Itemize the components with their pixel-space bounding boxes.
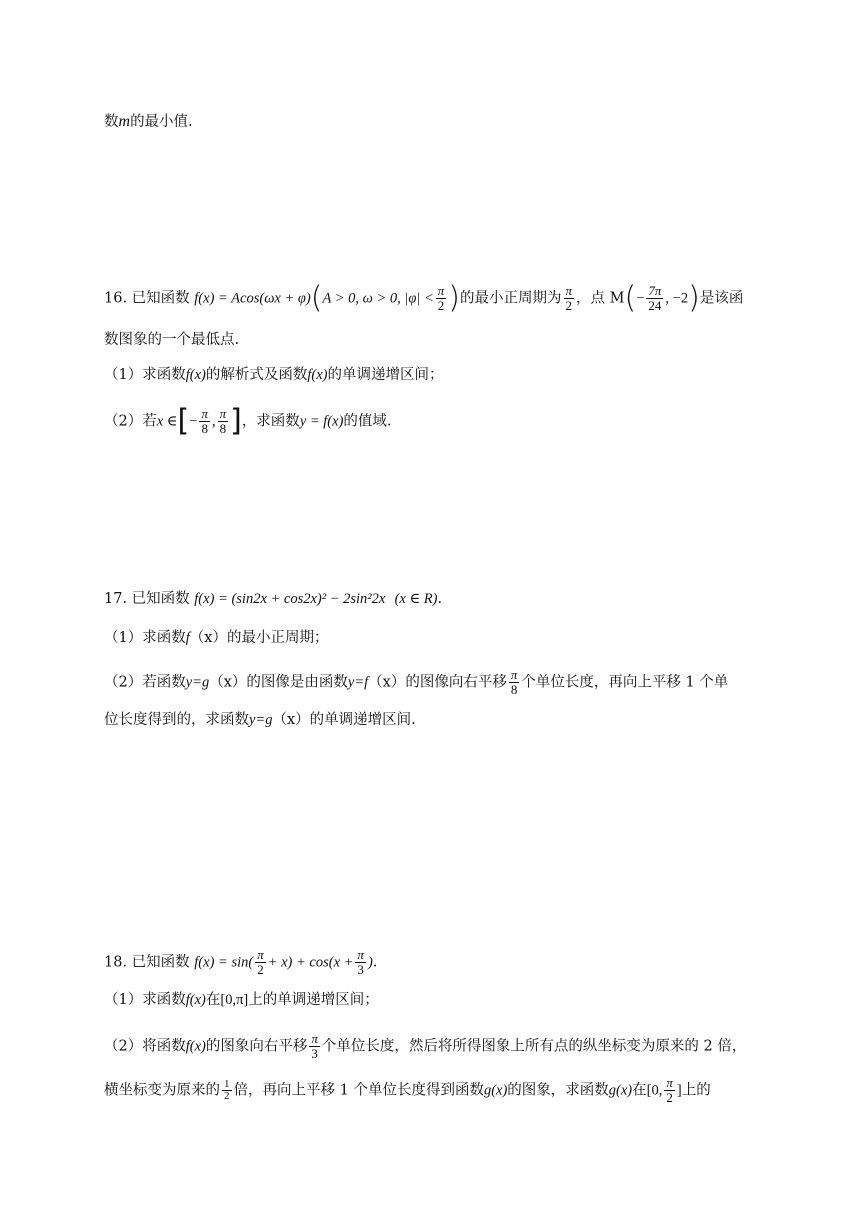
q17-part1 <box>104 628 328 648</box>
text: 位长度得到的，求函数 <box>104 712 249 728</box>
q18-part2 <box>104 1032 746 1061</box>
text: 在 <box>205 992 221 1008</box>
text: 是该函 <box>699 290 744 307</box>
numerator: 1 <box>224 1078 230 1090</box>
numerator: π <box>219 406 227 421</box>
denominator: 8 <box>201 421 208 436</box>
question-number: 16. <box>104 290 128 307</box>
text: 已知函数 <box>131 591 190 607</box>
text: 的单调递增区间； <box>327 367 444 383</box>
formula: x ∈ <box>156 413 178 430</box>
text: （1）求函数 <box>104 367 186 383</box>
formula: y = f(x) <box>299 413 344 430</box>
formula: f(x) = (sin2x + cos2x)² − 2sin²2x <box>194 591 386 607</box>
text: 已知函数 <box>131 954 190 971</box>
formula: g(x) <box>608 1082 633 1099</box>
text: （2）将函数 <box>104 1038 186 1055</box>
text: 的图象向右平移 <box>205 1038 308 1055</box>
formula: (x ∈ R) <box>394 591 438 607</box>
q18-part1 <box>104 990 379 1010</box>
text: 个单位长度，再向上平移 1 个单 <box>521 674 729 691</box>
denominator: 8 <box>510 682 518 697</box>
denominator: 2 <box>224 1090 230 1102</box>
fraction <box>255 948 266 977</box>
denominator: 3 <box>311 1046 318 1061</box>
q17-line3 <box>104 710 416 730</box>
q16-line2 <box>104 330 239 350</box>
q16-line1: 16. 已知函数 f(x) = Acos(ωx + φ)(A > 0, ω > 0, |φ| < $\frac{\pi}{2}$ )的最小正周期为 $\frac{\pi}{2}$ ，点 M(− $\frac{7\pi}{24}$ , −2)是该函 <box>104 280 744 316</box>
numerator: π <box>437 283 445 298</box>
fraction <box>436 284 447 313</box>
text: （2）若函数 <box>104 674 186 691</box>
numerator: π <box>666 1075 673 1090</box>
q18-line3 <box>104 1076 711 1105</box>
q17-line1 <box>104 589 442 609</box>
fraction <box>646 284 663 313</box>
fraction <box>199 407 210 436</box>
q16-part2: （2）若x ∈[− $\frac{\pi}{8}$ , $\frac{\pi}{8}$ ]，求函数y = f(x)的值域. <box>104 403 392 439</box>
text: 的图象，求函数 <box>507 1082 609 1099</box>
numerator: π <box>257 947 264 962</box>
fraction <box>218 407 229 436</box>
numerator: 7π <box>648 283 662 298</box>
text-line <box>104 112 193 132</box>
denominator: 2 <box>257 962 264 977</box>
formula: f(x) = sin( <box>194 954 254 971</box>
numerator: π <box>311 1031 318 1046</box>
text: 的最小正周期为 <box>460 290 562 307</box>
formula: f(x) <box>185 1038 206 1055</box>
text: 已知函数 <box>131 290 190 307</box>
formula: y=g <box>249 712 273 728</box>
text: 的最小值. <box>130 114 193 130</box>
denominator: 3 <box>357 962 364 977</box>
text: （1）求函数 <box>104 992 186 1008</box>
text: 横坐标变为原来的 <box>104 1082 220 1099</box>
denominator: 8 <box>219 421 227 436</box>
fraction <box>309 1032 320 1061</box>
denominator: 2 <box>437 298 445 313</box>
formula: f(x) <box>185 992 206 1008</box>
text: . <box>437 591 443 607</box>
variable: m <box>118 113 131 130</box>
text: 数图象的一个最低点. <box>104 332 240 348</box>
fraction <box>355 948 366 977</box>
fraction <box>564 284 575 313</box>
text: ，求函数 <box>241 413 300 430</box>
formula: f(x) <box>185 367 206 383</box>
text: （2）若 <box>104 413 157 430</box>
text: 的解析式及函数 <box>205 367 308 383</box>
denominator: 2 <box>565 298 573 313</box>
formula: g(x) <box>483 1082 508 1099</box>
formula: [0,π] <box>220 992 249 1008</box>
text: 上的单调递增区间； <box>248 992 379 1008</box>
text: 倍，再向上平移 1 个单位长度得到函数 <box>233 1082 484 1099</box>
paren-right: ) <box>448 280 461 316</box>
formula: ) <box>367 954 373 971</box>
formula: f <box>185 630 190 646</box>
text: ，点 M <box>576 290 625 307</box>
text: 在 <box>632 1082 647 1099</box>
formula: , −2 <box>665 290 689 307</box>
question-number: 17. <box>104 591 128 607</box>
question-number: 18. <box>104 954 128 971</box>
formula: f(x) = Acos(ωx + φ) <box>194 290 311 307</box>
fraction <box>664 1076 675 1105</box>
q18-line1 <box>104 948 377 977</box>
text: （x）的图像是由函数 <box>209 674 348 691</box>
formula: ] <box>676 1082 682 1099</box>
numerator: π <box>357 947 364 962</box>
text: . <box>372 954 378 971</box>
paren-left: ( <box>310 280 323 316</box>
paren-left: ( <box>624 280 637 316</box>
formula: y=g <box>185 674 210 691</box>
numerator: π <box>565 283 573 298</box>
text: （x）的图像向右平移 <box>368 674 507 691</box>
fraction <box>509 668 520 697</box>
text: 上的 <box>681 1082 711 1099</box>
bracket-left: [ <box>177 403 190 439</box>
denominator: 2 <box>666 1090 673 1105</box>
formula: + x) + cos(x + <box>267 954 354 971</box>
text: 数 <box>104 114 119 130</box>
q17-part2 <box>104 668 728 697</box>
fraction <box>222 1079 232 1102</box>
text: （1）求函数 <box>104 630 186 646</box>
formula: y=f <box>347 674 369 691</box>
bracket-right: ] <box>230 403 242 439</box>
numerator: π <box>201 406 208 421</box>
numerator: π <box>510 667 518 682</box>
q16-part1 <box>104 365 443 385</box>
denominator: 24 <box>648 298 662 313</box>
paren-right: ) <box>688 280 700 316</box>
formula: [0, <box>646 1082 663 1099</box>
formula: f(x) <box>307 367 328 383</box>
text: （x）的单调递增区间. <box>272 712 416 728</box>
text: （x）的最小正周期； <box>189 630 329 646</box>
formula: A > 0, ω > 0, |φ| < <box>322 290 434 307</box>
text: 个单位长度，然后将所得图象上所有点的纵坐标变为原来的 2 倍， <box>321 1038 747 1055</box>
text: 的值域. <box>343 413 392 430</box>
